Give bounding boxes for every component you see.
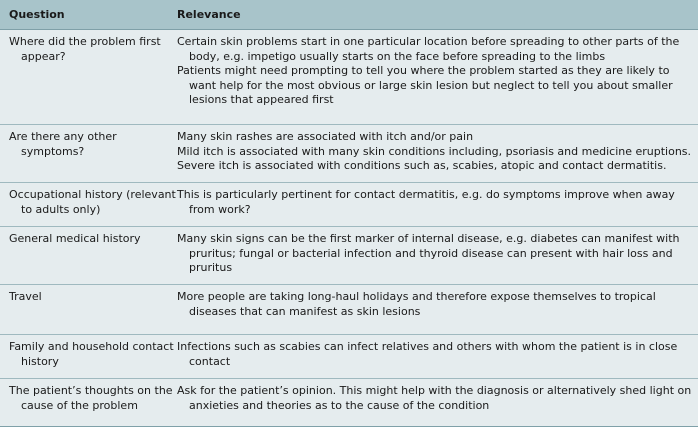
relevance-cell (177, 232, 692, 276)
relevance-cell (177, 188, 692, 217)
question-cell: Are there any other symptoms? (9, 130, 117, 158)
question-cell: The patient’s thoughts on the cause of the problem (9, 384, 173, 412)
relevance-paragraph: More people are taking long-haul holidays and therefore expose themselves to tropical diseases that can manifest as skin lesions (177, 290, 656, 318)
question-cell: Travel (9, 290, 42, 303)
question-cell: General medical history (9, 232, 141, 245)
table-row (0, 284, 698, 334)
table-row (0, 226, 698, 284)
table-row (0, 30, 698, 124)
relevance-paragraph: Severe itch is associated with conditions such as, scabies, atopic and contact dermatitis. (177, 159, 667, 172)
question-cell: Occupational history (relevant to adults only) (9, 188, 176, 216)
relevance-paragraph: Certain skin problems start in one particular location before spreading to other parts of the body, e.g. impetigo usually starts on the face before spreading to the limbs (177, 35, 680, 63)
table-row (0, 378, 698, 426)
relevance-cell (177, 384, 692, 413)
relevance-cell (177, 290, 692, 319)
relevance-cell (177, 130, 692, 174)
table-row (0, 182, 698, 226)
question-cell: Where did the problem first appear? (9, 35, 161, 63)
relevance-paragraph: Many skin rashes are associated with itch and/or pain (177, 130, 474, 143)
table-row (0, 334, 698, 378)
table-header (0, 0, 698, 30)
column-header-question: Question (9, 8, 65, 21)
relevance-paragraph: Mild itch is associated with many skin conditions including, psoriasis and medicine eruptions. (177, 144, 692, 158)
table-row (0, 124, 698, 182)
column-header-relevance: Relevance (177, 8, 241, 21)
relevance-cell (177, 35, 692, 108)
question-cell: Family and household contact history (9, 340, 174, 368)
relevance-paragraph: Infections such as scabies can infect relatives and others with whom the patient is in close contact (177, 340, 678, 368)
relevance-paragraph: Ask for the patient’s opinion. This might help with the diagnosis or alternatively shed light on anxieties and theories as to the cause of the condition (177, 384, 692, 412)
relevance-paragraph: Patients might need prompting to tell you where the problem started as they are likely to want help for the most obvious or large skin lesion but neglect to tell you about smaller lesions that appeared first (177, 64, 673, 106)
relevance-cell (177, 340, 692, 369)
relevance-paragraph: Many skin signs can be the first marker of internal disease, e.g. diabetes can manifest with pruritus; fungal or bacterial infection and thyroid disease can present with hair loss and pruritus (177, 232, 680, 274)
relevance-paragraph: This is particularly pertinent for contact dermatitis, e.g. do symptoms improve when away from work? (177, 188, 675, 216)
